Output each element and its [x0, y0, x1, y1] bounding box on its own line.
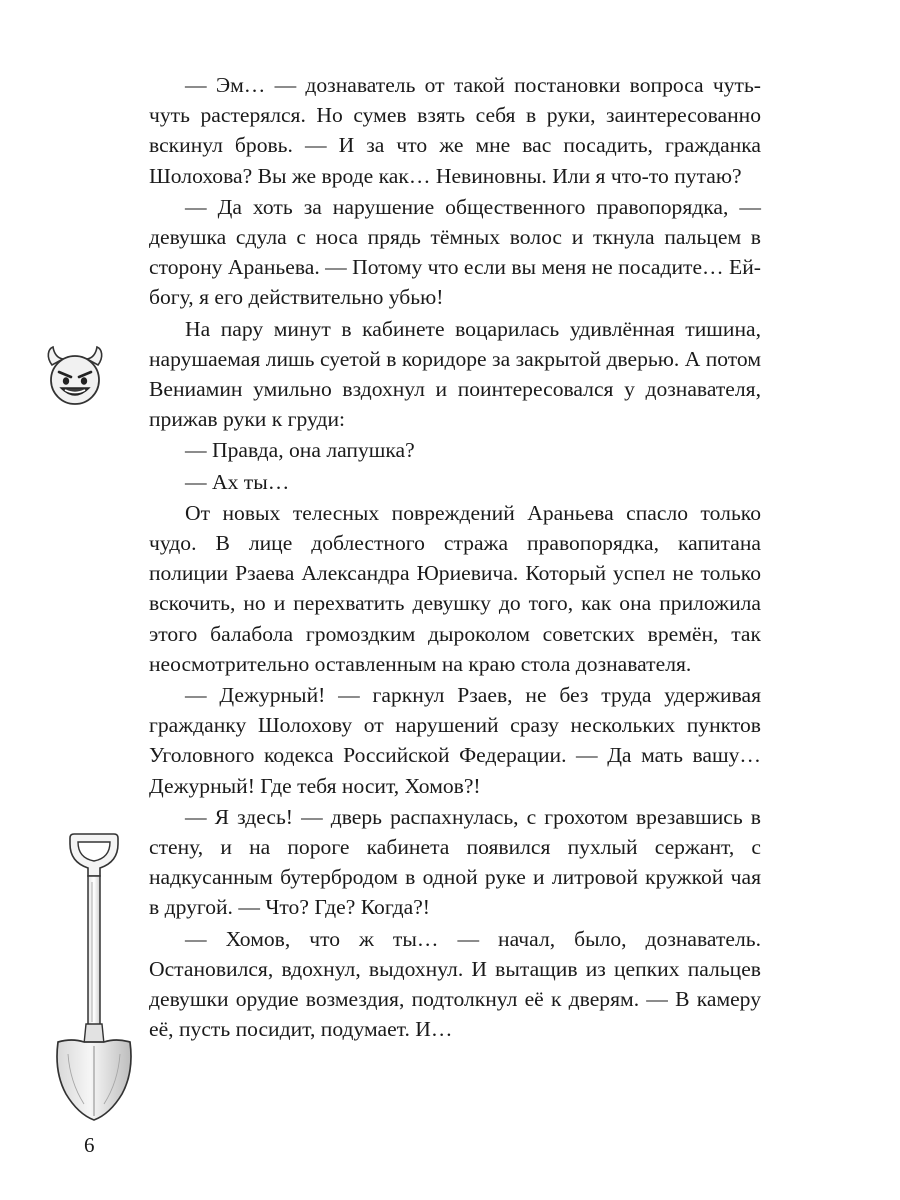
paragraph: — Ах ты… — [185, 469, 290, 494]
paragraph: — Правда, она лапушка? — [185, 438, 415, 463]
shovel-icon — [48, 832, 140, 1122]
paragraph: — Дежурный! — гаркнул Рзаев, не без труда удерживая гражданку Шолохову от нарушений сразу нескольких пунктов Уголовного кодекса Российской Федерации. — Да мать вашу… Дежурный! Где тебя носит, Хомов?! — [149, 683, 761, 798]
devil-face-icon — [44, 345, 106, 407]
page-number: 6 — [84, 1133, 95, 1157]
paragraph: — Да хоть за нарушение общественного правопорядка, — девушка сдула с носа прядь тёмных волос и ткнула пальцем в сторону Араньева. — Потому что если вы меня не посадите… Ей-богу, я его действительно убью! — [149, 194, 761, 310]
paragraph: От новых телесных повреждений Араньева спасло только чудо. В лице доблестного стража правопорядка, капитана полиции Рзаева Александра Юриевича. Который успел не только вскочить, но и перехватить девушку до того, как она приложила этого балабола громоздким дыроколом советских времён, так неосмотрительно оставленным на краю стола дознавателя. — [149, 500, 761, 676]
body-text — [149, 70, 761, 1046]
paragraph: — Хомов, что ж ты… — начал, было, дознаватель. Остановился, вдохнул, выдохнул. И вытащив из цепких пальцев девушки орудие возмездия, подтолкнул её к дверям. — В камеру её, пусть посидит, подумает. И… — [149, 926, 761, 1042]
paragraph: — Эм… — дознаватель от такой постановки вопроса чуть-чуть растерялся. Но сумев взять себя в руки, заинтересованно вскинул бровь. — И за что же мне вас посадить, гражданка Шолохова? Вы же вроде как… Невиновны. Или я что-то путаю? — [149, 73, 761, 188]
paragraph: — Я здесь! — дверь распахнулась, с грохотом врезавшись в стену, и на пороге кабинета появился пухлый сержант, с надкусанным бутербродом в одной руке и литровой кружкой чая в другой. — Что? Где? Когда?! — [149, 804, 761, 920]
paragraph: На пару минут в кабинете воцарилась удивлённая тишина, нарушаемая лишь суетой в коридоре за закрытой дверью. А потом Вениамин умильно вздохнул и поинтересовался у дознавателя, прижав руки к груди: — [149, 316, 761, 432]
